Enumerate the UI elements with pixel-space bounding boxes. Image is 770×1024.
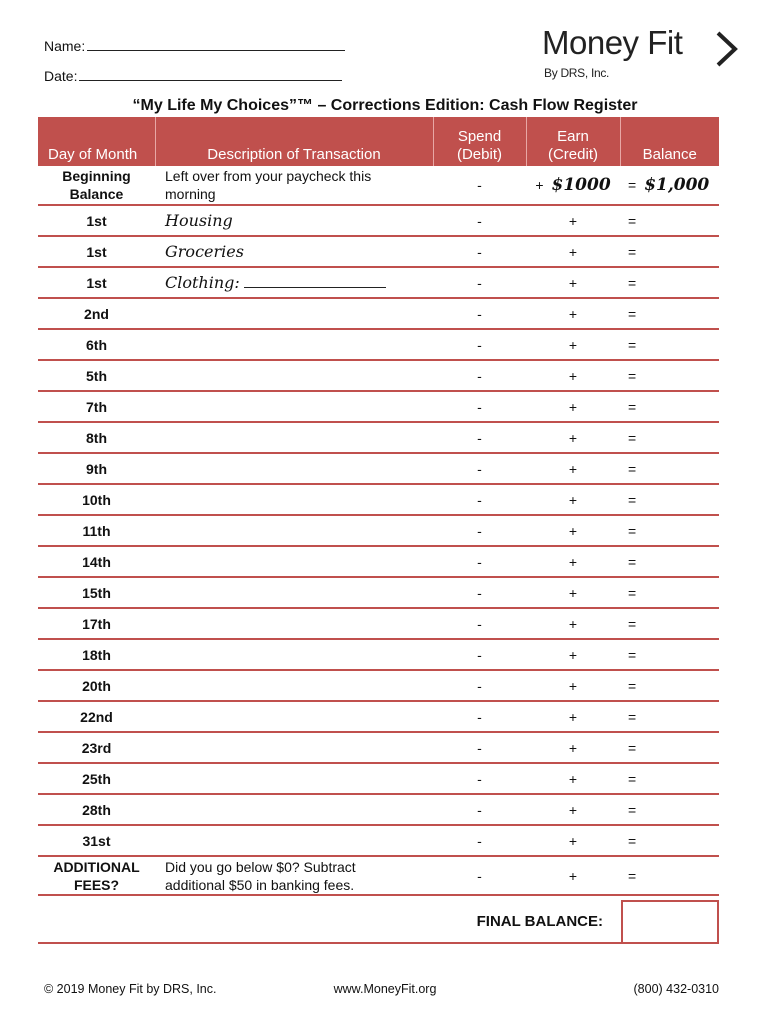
table-row	[38, 701, 719, 732]
day-cell: 10th	[82, 491, 111, 508]
spend-cell[interactable]: -	[477, 177, 482, 193]
earn-cell[interactable]: +	[568, 770, 578, 787]
description-cell[interactable]	[155, 484, 433, 515]
description-cell[interactable]	[155, 639, 433, 670]
earn-cell[interactable]: +	[568, 305, 578, 322]
earn-cell[interactable]: + $1000	[535, 175, 611, 195]
balance-cell[interactable]: =	[628, 832, 637, 849]
earn-cell[interactable]: +	[568, 677, 578, 694]
balance-cell[interactable]: = $1,000	[628, 175, 710, 195]
earn-cell[interactable]: +	[568, 429, 578, 446]
balance-cell[interactable]: =	[628, 522, 637, 539]
table-row	[38, 732, 719, 763]
logo-sub: By DRS, Inc.	[544, 66, 610, 80]
balance-cell[interactable]: =	[628, 801, 637, 818]
spend-cell[interactable]: -	[477, 615, 482, 632]
day-cell: 1st	[86, 212, 107, 229]
day-cell: 6th	[86, 336, 107, 353]
balance-cell[interactable]: =	[628, 553, 637, 570]
table-row	[38, 205, 719, 236]
earn-cell[interactable]: +	[568, 274, 578, 291]
spend-cell[interactable]: -	[477, 832, 482, 849]
header-row	[38, 117, 719, 166]
day-cell: 20th	[82, 677, 111, 694]
balance-cell[interactable]: =	[628, 646, 637, 663]
description-cell[interactable]	[155, 546, 433, 577]
day-cell: 11th	[82, 522, 111, 539]
date-label: Date:	[44, 68, 78, 84]
description-cell[interactable]	[155, 236, 433, 267]
description-cell[interactable]	[155, 701, 433, 732]
spend-cell[interactable]: -	[477, 584, 482, 601]
entry-blank[interactable]	[244, 275, 386, 288]
header-spend: Spend (Debit)	[433, 117, 526, 166]
spend-cell[interactable]: -	[477, 460, 482, 477]
balance-cell[interactable]: =	[628, 305, 637, 322]
balance-cell[interactable]: =	[628, 460, 637, 477]
spend-cell[interactable]: -	[477, 801, 482, 818]
fees-label: ADDITIONAL FEES?	[53, 858, 140, 893]
page-title: “My Life My Choices”™ – Corrections Edition: Cash Flow Register	[132, 97, 638, 114]
entry-text: Housing	[165, 210, 233, 230]
description-cell[interactable]	[155, 453, 433, 484]
balance-value: $1,000	[644, 175, 710, 195]
logo-brand: Money Fit	[542, 24, 683, 61]
day-cell: 18th	[82, 646, 111, 663]
earn-cell[interactable]: +	[568, 832, 578, 849]
date-field[interactable]	[44, 68, 342, 84]
spend-cell[interactable]: -	[477, 398, 482, 415]
spend-cell[interactable]: -	[477, 243, 482, 260]
day-cell: 31st	[82, 832, 111, 849]
earn-cell[interactable]: +	[568, 398, 578, 415]
description-cell[interactable]	[155, 608, 433, 639]
entry-text: Groceries	[165, 241, 244, 261]
spend-cell[interactable]: -	[477, 522, 482, 539]
beginning-desc[interactable]: Left over from your paycheck this morning	[165, 168, 372, 202]
description-cell[interactable]	[155, 825, 433, 856]
table-row	[38, 608, 719, 639]
earn-cell[interactable]: +	[568, 491, 578, 508]
description-cell[interactable]	[155, 515, 433, 546]
table-row	[38, 298, 719, 329]
spend-cell[interactable]: -	[477, 770, 482, 787]
balance-cell[interactable]: =	[628, 615, 637, 632]
spend-cell[interactable]: -	[477, 305, 482, 322]
earn-cell[interactable]: +	[568, 243, 578, 260]
day-cell: 7th	[86, 398, 107, 415]
balance-cell[interactable]: =	[628, 739, 637, 756]
final-balance-box[interactable]	[621, 900, 719, 944]
beginning-label: Beginning Balance	[62, 168, 131, 202]
header-desc: Description of Transaction	[155, 117, 433, 166]
table-row	[38, 236, 719, 267]
day-cell: 14th	[82, 553, 111, 570]
earn-cell[interactable]: +	[568, 212, 578, 229]
entry-text: Clothing:	[165, 272, 240, 292]
chevron-right-icon	[714, 30, 740, 68]
day-cell: 23rd	[81, 739, 112, 756]
table-row	[38, 422, 719, 453]
final-balance-label: FINAL BALANCE:	[476, 913, 603, 930]
earn-cell[interactable]: +	[568, 460, 578, 477]
header-earn: Earn (Credit)	[526, 117, 620, 166]
earn-cell[interactable]: +	[568, 867, 578, 884]
day-cell: 8th	[86, 429, 107, 446]
description-cell[interactable]	[155, 391, 433, 422]
day-cell: 1st	[86, 243, 107, 260]
table-row	[38, 484, 719, 515]
header-balance: Balance	[620, 117, 719, 166]
balance-cell[interactable]: =	[628, 770, 637, 787]
earn-cell[interactable]: +	[568, 367, 578, 384]
balance-cell[interactable]: =	[628, 243, 637, 260]
balance-cell[interactable]: =	[628, 429, 637, 446]
day-cell: 22nd	[80, 708, 113, 725]
description-cell[interactable]	[155, 298, 433, 329]
earn-cell[interactable]: +	[568, 739, 578, 756]
description-cell[interactable]	[155, 267, 433, 298]
day-cell: 17th	[82, 615, 111, 632]
earn-cell[interactable]: +	[568, 708, 578, 725]
cash-flow-register	[38, 117, 719, 896]
description-cell[interactable]	[155, 422, 433, 453]
day-cell: 9th	[86, 460, 107, 477]
footer-website: www.MoneyFit.org	[333, 982, 437, 996]
spend-cell[interactable]: -	[477, 553, 482, 570]
balance-cell[interactable]: =	[628, 677, 637, 694]
table-row	[38, 825, 719, 856]
earn-value: $1000	[551, 175, 611, 195]
table-row	[38, 794, 719, 825]
balance-cell[interactable]: =	[628, 274, 637, 291]
table-row	[38, 360, 719, 391]
day-cell: 2nd	[84, 305, 109, 322]
final-balance-row	[38, 898, 719, 944]
footer-copyright: © 2019 Money Fit by DRS, Inc.	[44, 982, 217, 996]
day-cell: 15th	[82, 584, 111, 601]
beginning-balance-row	[38, 166, 719, 205]
balance-cell[interactable]: =	[628, 212, 637, 229]
spend-cell[interactable]: -	[477, 739, 482, 756]
description-cell[interactable]	[155, 329, 433, 360]
day-cell: 1st	[86, 274, 107, 291]
balance-cell[interactable]: =	[628, 398, 637, 415]
earn-cell[interactable]: +	[568, 522, 578, 539]
additional-fees-row	[38, 856, 719, 895]
spend-cell[interactable]: -	[477, 867, 482, 884]
money-fit-logo	[542, 24, 752, 80]
name-field[interactable]	[44, 38, 345, 54]
table-row	[38, 763, 719, 794]
description-cell[interactable]	[155, 670, 433, 701]
description-cell[interactable]	[155, 794, 433, 825]
earn-cell[interactable]: +	[568, 553, 578, 570]
table-row	[38, 329, 719, 360]
spend-cell[interactable]: -	[477, 274, 482, 291]
footer-phone: (800) 432-0310	[633, 982, 719, 996]
description-cell[interactable]	[155, 763, 433, 794]
table-row	[38, 515, 719, 546]
earn-cell[interactable]: +	[568, 584, 578, 601]
table-row	[38, 391, 719, 422]
spend-cell[interactable]: -	[477, 646, 482, 663]
description-cell[interactable]	[155, 732, 433, 763]
description-cell[interactable]	[155, 577, 433, 608]
table-row	[38, 267, 719, 298]
fees-desc[interactable]: Did you go below $0? Subtract additional $50 in banking fees.	[165, 858, 356, 893]
table-row	[38, 670, 719, 701]
table-row	[38, 546, 719, 577]
balance-cell[interactable]: =	[628, 367, 637, 384]
balance-cell[interactable]: =	[628, 584, 637, 601]
balance-cell[interactable]: =	[628, 336, 637, 353]
spend-cell[interactable]: -	[477, 708, 482, 725]
table-row	[38, 577, 719, 608]
balance-cell[interactable]: =	[628, 708, 637, 725]
earn-cell[interactable]: +	[568, 646, 578, 663]
day-cell: 28th	[82, 801, 111, 818]
earn-cell[interactable]: +	[568, 336, 578, 353]
header-day: Day of Month	[38, 117, 155, 166]
name-label: Name:	[44, 38, 86, 54]
description-cell[interactable]	[155, 205, 433, 236]
table-row	[38, 453, 719, 484]
spend-cell[interactable]: -	[477, 336, 482, 353]
balance-cell[interactable]: =	[628, 491, 637, 508]
earn-cell[interactable]: +	[568, 801, 578, 818]
description-cell[interactable]	[155, 360, 433, 391]
table-row	[38, 639, 719, 670]
earn-cell[interactable]: +	[568, 615, 578, 632]
day-cell: 25th	[82, 770, 111, 787]
spend-cell[interactable]: -	[477, 429, 482, 446]
spend-cell[interactable]: -	[477, 491, 482, 508]
day-cell: 5th	[86, 367, 107, 384]
spend-cell[interactable]: -	[477, 212, 482, 229]
balance-cell[interactable]: =	[628, 867, 637, 884]
spend-cell[interactable]: -	[477, 367, 482, 384]
spend-cell[interactable]: -	[477, 677, 482, 694]
